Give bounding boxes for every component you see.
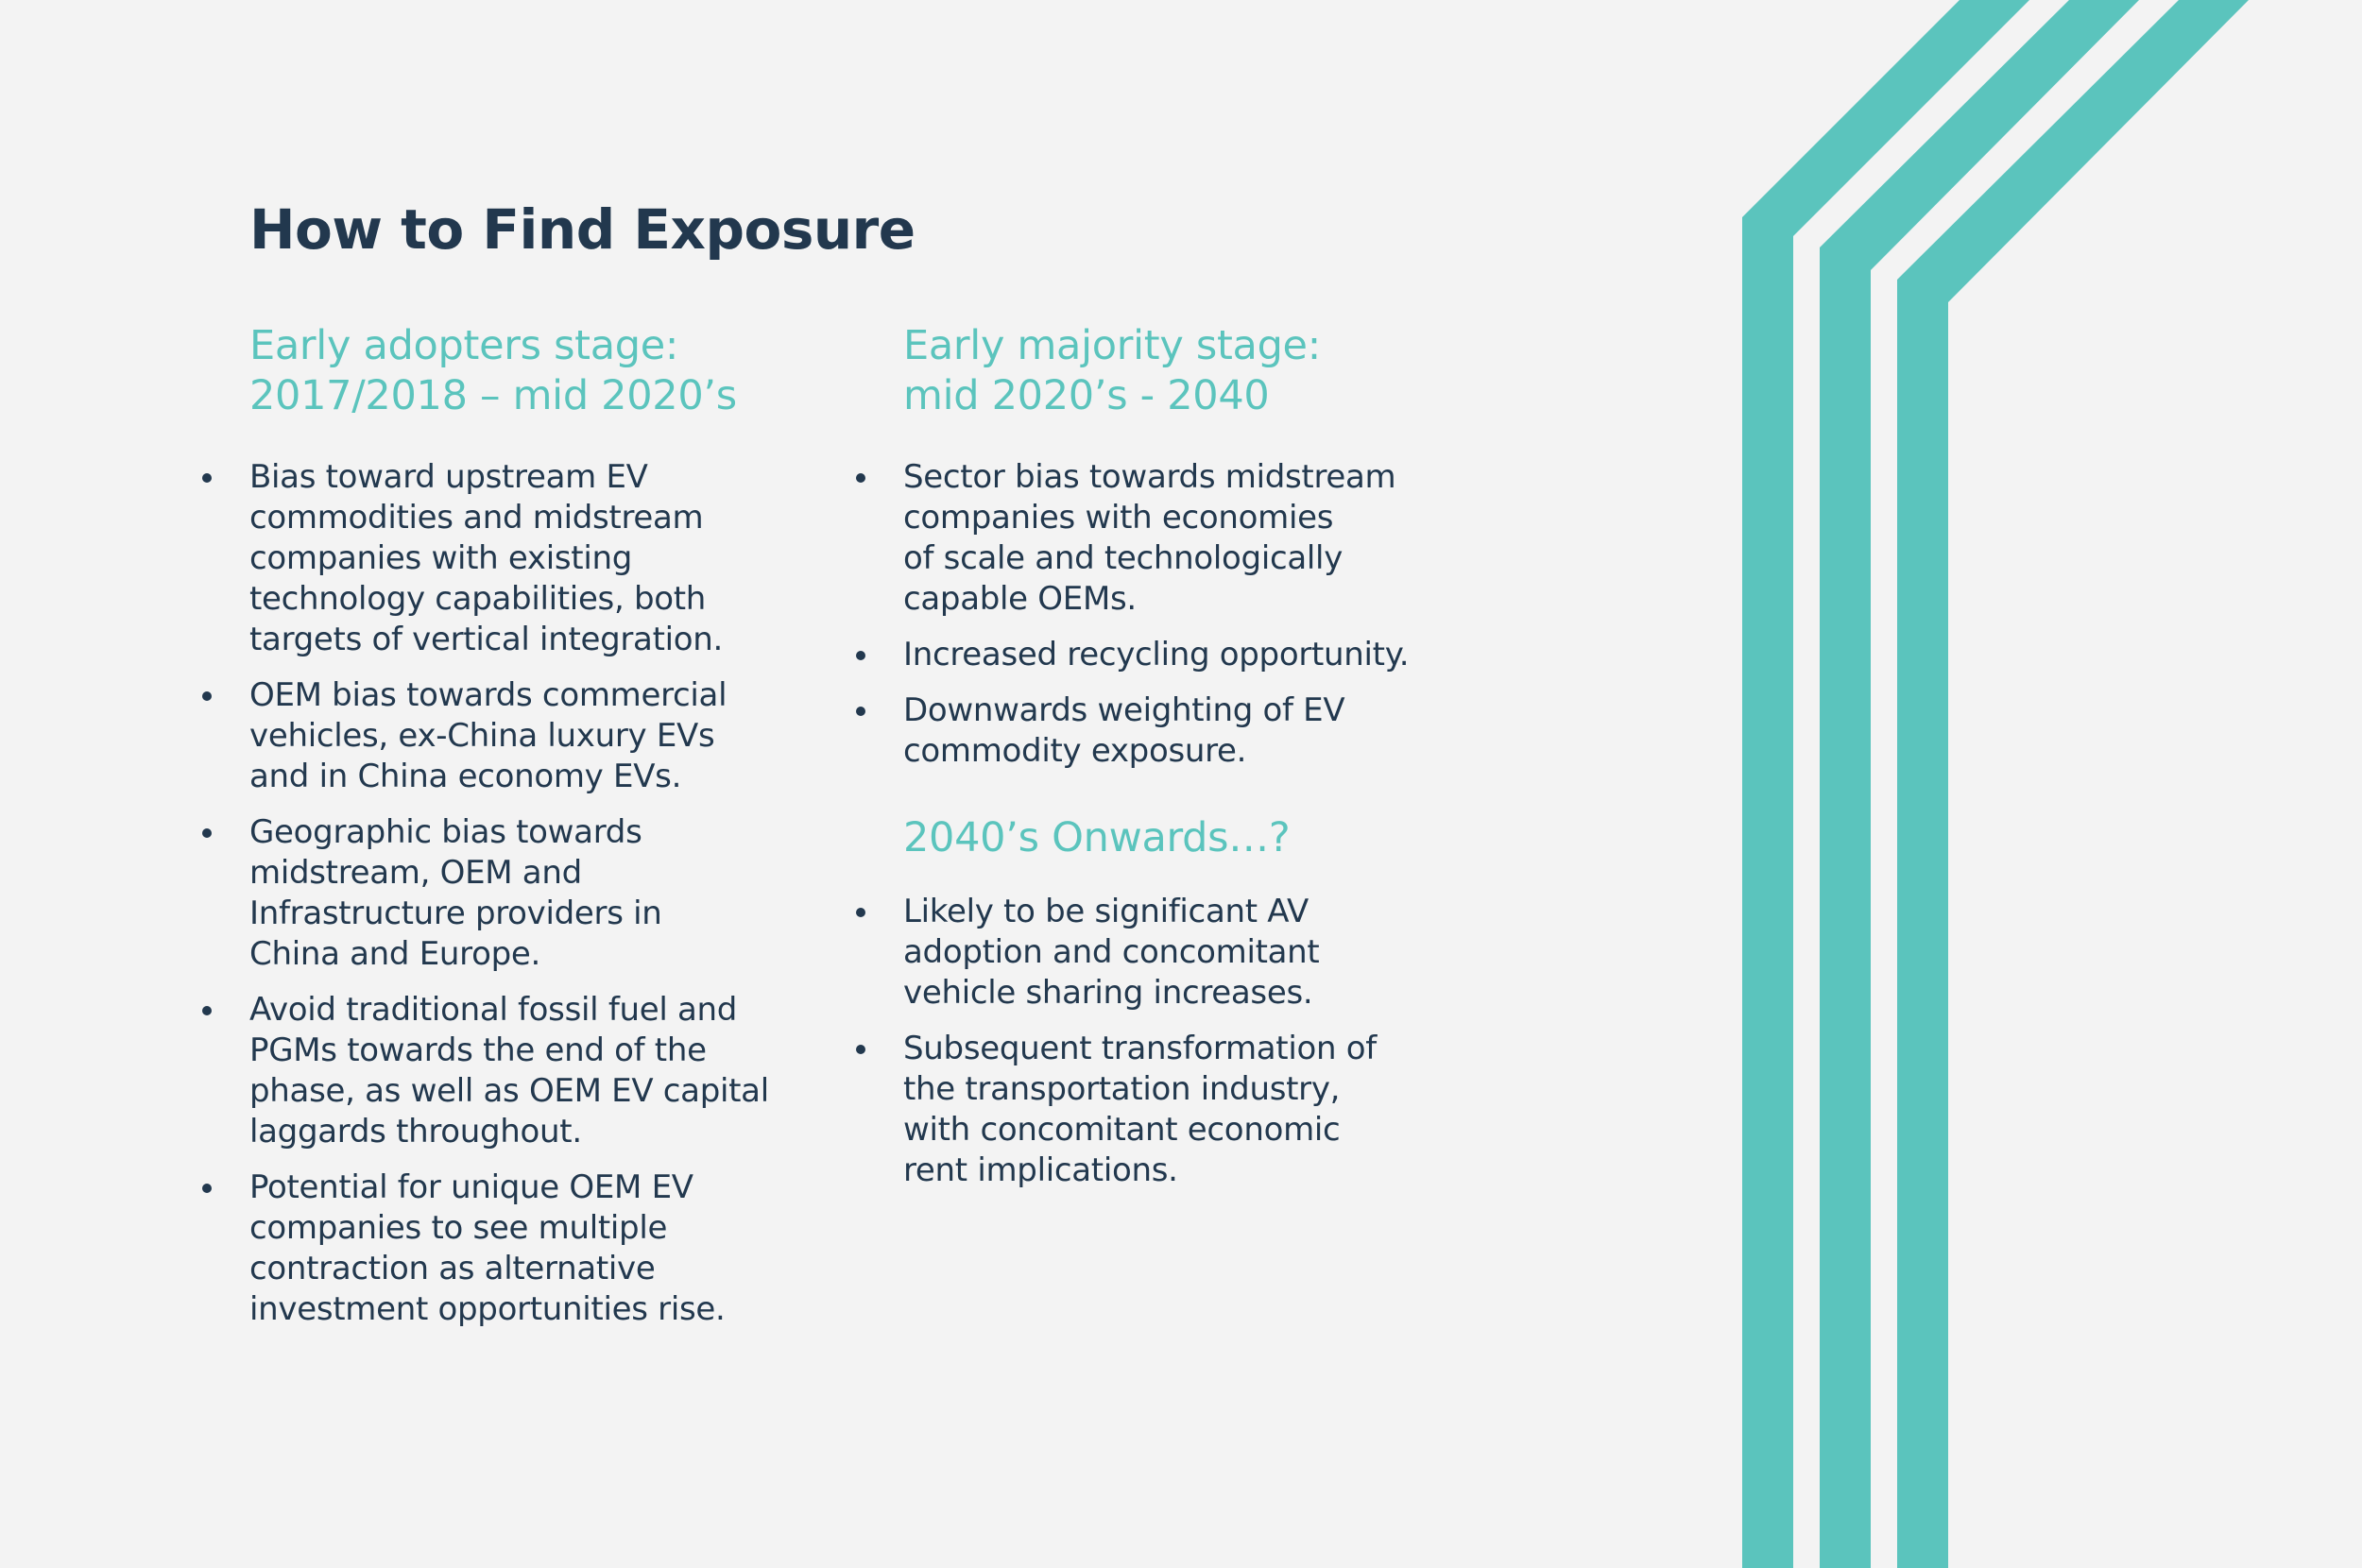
page-title: How to Find Exposure: [249, 197, 916, 262]
list-item: Downwards weighting of EV commodity exposure.: [903, 690, 1432, 772]
early-adopters-heading: Early adopters stage: 2017/2018 – mid 2020’s: [249, 322, 737, 419]
list-item: Potential for unique OEM EV companies to see multiple contraction as alternative investment opportunities rise.: [249, 1167, 779, 1330]
stripe-3: [1897, 0, 2249, 1568]
onwards-heading: 2040’s Onwards…?: [903, 814, 1291, 861]
list-item: Avoid traditional fossil fuel and PGMs towards the end of the phase, as well as OEM EV capital laggards throughout.: [249, 990, 779, 1152]
early-majority-heading: Early majority stage: mid 2020’s - 2040: [903, 322, 1321, 419]
early-majority-column: [903, 321, 1432, 1206]
list-item: Bias toward upstream EV commodities and midstream companies with existing technology capabilities, both targets of vertical integration.: [249, 457, 779, 660]
early-adopters-list: [249, 457, 779, 1330]
list-item: Sector bias towards midstream companies with economies of scale and technologically capable OEMs.: [903, 457, 1432, 620]
list-item: OEM bias towards commercial vehicles, ex-China luxury EVs and in China economy EVs.: [249, 675, 779, 797]
early-adopters-column: [249, 321, 779, 1345]
list-item: Geographic bias towards midstream, OEM and Infrastructure providers in China and Europe.: [249, 812, 779, 975]
list-item: Increased recycling opportunity.: [903, 635, 1432, 675]
list-item: Subsequent transformation of the transportation industry, with concomitant economic rent implications.: [903, 1029, 1432, 1191]
onwards-list: [903, 892, 1432, 1191]
list-item: Likely to be significant AV adoption and concomitant vehicle sharing increases.: [903, 892, 1432, 1014]
early-majority-list: [903, 457, 1432, 772]
